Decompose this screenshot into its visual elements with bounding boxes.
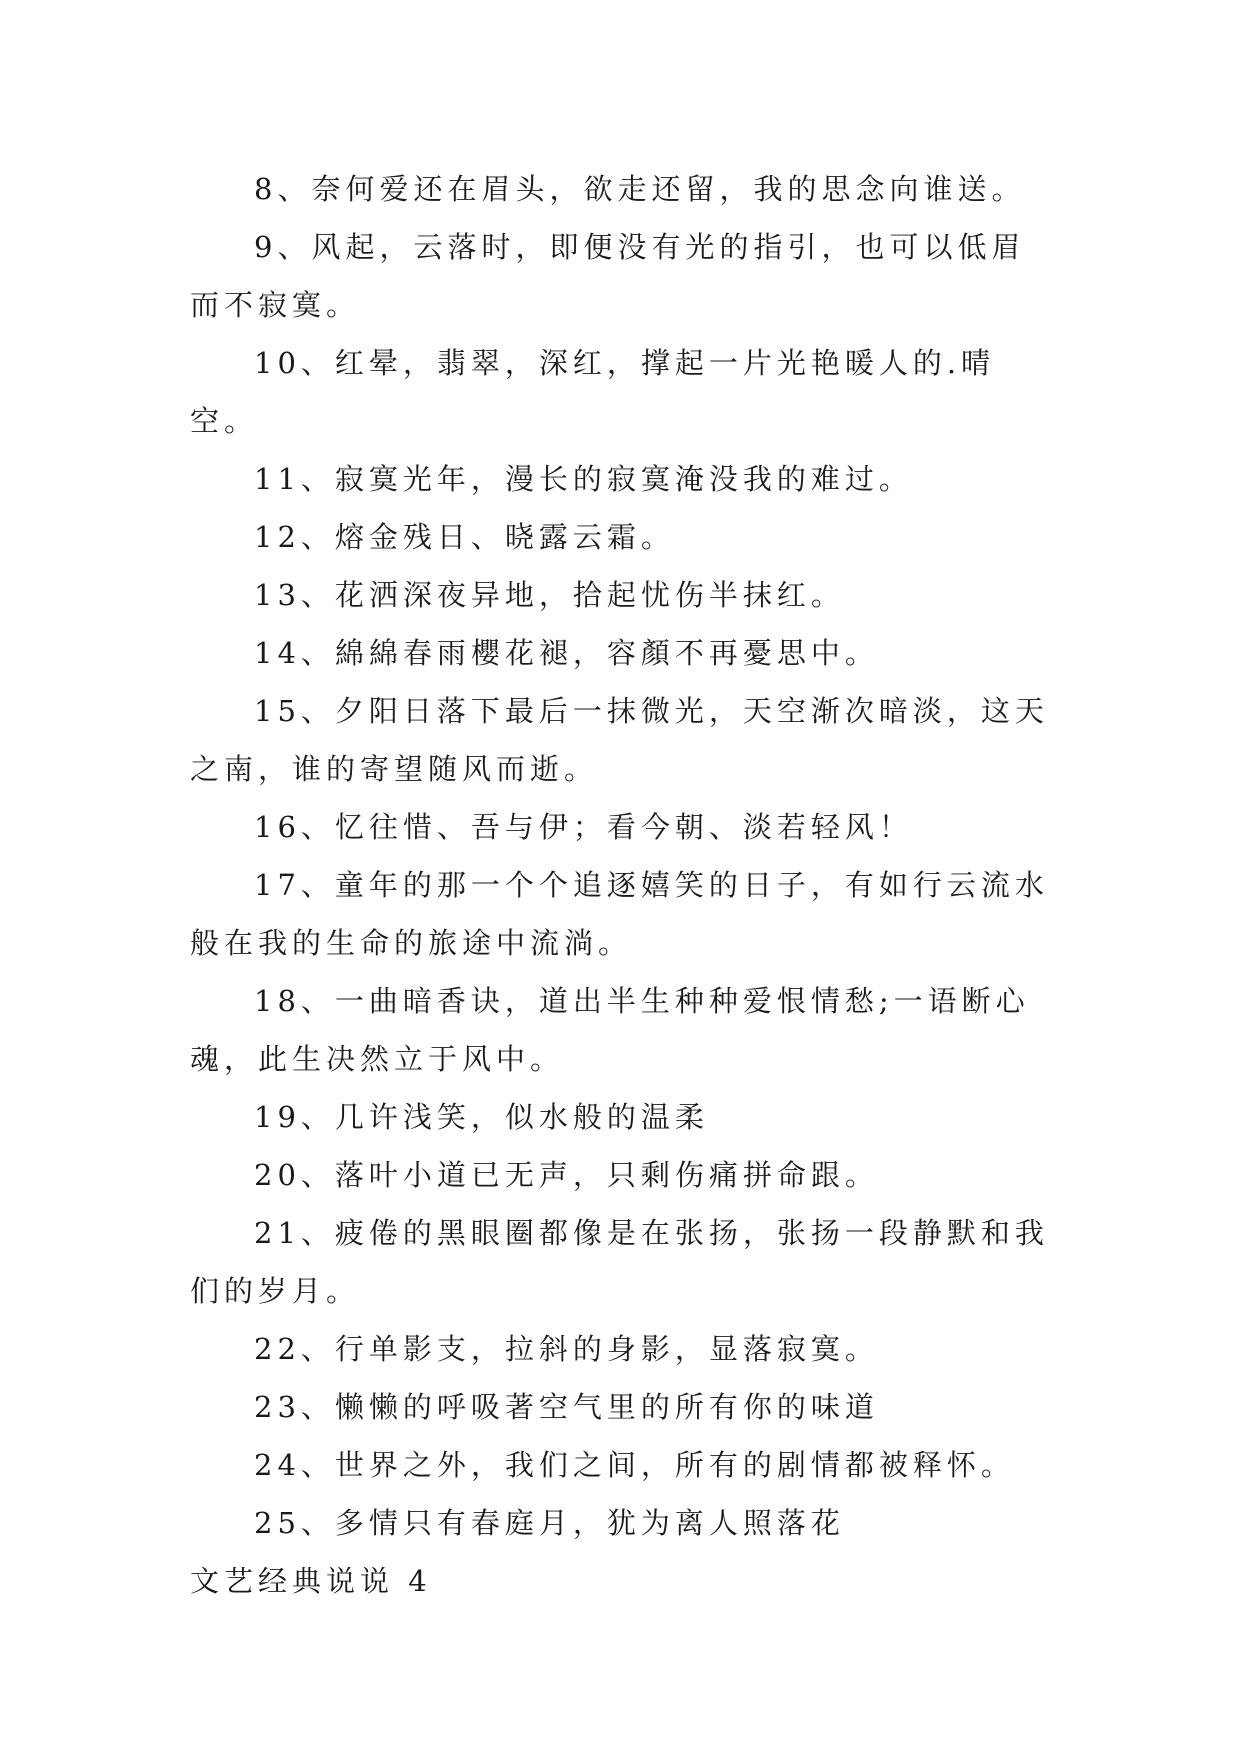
section-heading: 文艺经典说说 4 [190, 1564, 432, 1598]
paragraph-8: 8、奈何爱还在眉头，欲走还留，我的思念向谁送。 [254, 172, 1026, 206]
paragraph-24: 24、世界之外，我们之间，所有的剧情都被释怀。 [254, 1448, 1015, 1482]
paragraph-13: 13、花洒深夜异地，拾起忧伤半抹红。 [254, 578, 845, 612]
paragraph-16: 16、忆往惜、吾与伊；看今朝、淡若轻风！ [254, 810, 913, 844]
paragraph-19: 19、几许浅笑，似水般的温柔 [254, 1100, 709, 1134]
paragraph-22: 22、行单影支，拉斜的身影，显落寂寞。 [254, 1332, 879, 1366]
document-body [190, 160, 1050, 1610]
paragraph-23: 23、懒懒的呼吸著空气里的所有你的味道 [254, 1390, 879, 1424]
paragraph-25: 25、多情只有春庭月，犹为离人照落花 [254, 1506, 845, 1540]
paragraph-18: 18、一曲暗香诀，道出半生种种爱恨情愁;一语断心魂，此生决然立于风中。 [190, 984, 1030, 1076]
paragraph-15: 15、夕阳日落下最后一抹微光，天空渐次暗淡，这天之南，谁的寄望随风而逝。 [190, 694, 1049, 786]
paragraph-9: 9、风起，云落时，即便没有光的指引，也可以低眉而不寂寞。 [190, 230, 1026, 322]
paragraph-21: 21、疲倦的黑眼圈都像是在张扬，张扬一段静默和我们的岁月。 [190, 1216, 1049, 1308]
paragraph-11: 11、寂寞光年，漫长的寂寞淹没我的难过。 [254, 462, 913, 496]
paragraph-17: 17、童年的那一个个追逐嬉笑的日子，有如行云流水般在我的生命的旅途中流淌。 [190, 868, 1049, 960]
paragraph-20: 20、落叶小道已无声，只剩伤痛拼命跟。 [254, 1158, 879, 1192]
paragraph-10: 10、红晕，翡翠，深红，撑起一片光艳暖人的.晴空。 [190, 346, 996, 438]
paragraph-14: 14、綿綿春雨櫻花褪，容顏不再憂思中。 [254, 636, 879, 670]
paragraph-12: 12、熔金残日、晓露云霜。 [254, 520, 675, 554]
